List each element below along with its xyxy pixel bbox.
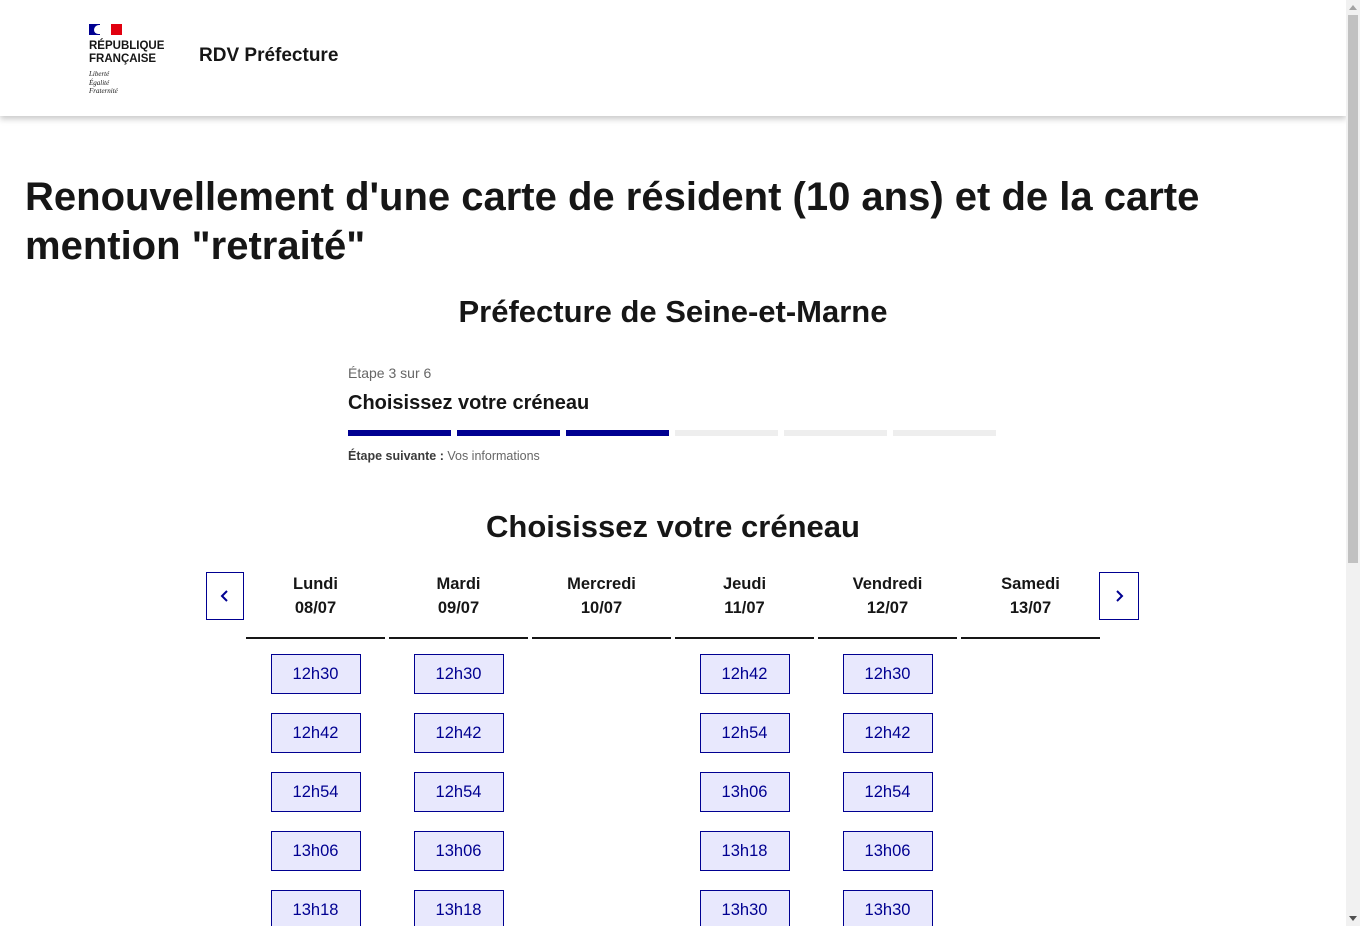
step-bar — [566, 430, 669, 436]
service-name-link[interactable]: RDV Préfecture — [199, 45, 339, 66]
day-date: 10/07 — [580, 599, 623, 617]
next-step — [348, 449, 998, 463]
time-slot-button[interactable]: 13h06 — [843, 831, 933, 871]
time-slot-button[interactable]: 13h30 — [700, 890, 790, 926]
day-name: Lundi — [293, 575, 338, 593]
day-header — [246, 572, 385, 639]
site-header — [0, 0, 1346, 116]
section-title: Choisissez votre créneau — [486, 509, 860, 544]
time-slot-button[interactable]: 12h30 — [271, 654, 361, 694]
marianne-icon — [94, 25, 107, 34]
next-step-value: Vos informations — [447, 449, 540, 463]
page-title: Renouvellement d'une carte de résident (10 ans) et de la carte mention "retraité" — [25, 175, 1200, 268]
time-slot-button[interactable]: 13h18 — [700, 831, 790, 871]
time-slot-button[interactable]: 12h42 — [414, 713, 504, 753]
scroll-down-arrow-icon[interactable] — [1349, 916, 1357, 921]
time-slot-button[interactable]: 12h54 — [700, 713, 790, 753]
step-title: Choisissez votre créneau — [348, 392, 590, 414]
next-week-button[interactable] — [1099, 572, 1139, 620]
previous-week-button[interactable] — [206, 572, 244, 620]
slot-list — [389, 639, 528, 926]
stepper — [348, 362, 998, 463]
step-bar — [675, 430, 778, 436]
day-header — [961, 572, 1100, 639]
slot-list — [675, 639, 814, 926]
day-header — [389, 572, 528, 639]
step-bar — [348, 430, 451, 436]
time-slot-button[interactable]: 13h18 — [414, 890, 504, 926]
time-slot-button[interactable]: 12h54 — [271, 772, 361, 812]
time-slot-button[interactable]: 13h30 — [843, 890, 933, 926]
day-date: 09/07 — [437, 599, 480, 617]
day-date: 13/07 — [1009, 599, 1052, 617]
time-slot-button[interactable]: 12h54 — [414, 772, 504, 812]
time-slot-button[interactable]: 12h54 — [843, 772, 933, 812]
time-slot-button[interactable]: 12h42 — [843, 713, 933, 753]
chevron-left-icon — [218, 589, 232, 603]
time-slot-button[interactable]: 12h42 — [700, 654, 790, 694]
slot-list — [961, 639, 1100, 654]
time-slot-button[interactable]: 12h30 — [843, 654, 933, 694]
vertical-scrollbar[interactable] — [1346, 0, 1360, 926]
time-slot-button[interactable]: 13h06 — [271, 831, 361, 871]
step-state: Étape 3 sur 6 — [348, 365, 432, 381]
day-date: 08/07 — [294, 599, 337, 617]
step-progress-bars — [348, 430, 998, 436]
republic-motto: Liberté Égalité Fraternité — [89, 70, 118, 95]
day-column — [818, 572, 957, 926]
time-slot-button[interactable]: 13h06 — [700, 772, 790, 812]
republique-francaise-logo[interactable] — [89, 24, 179, 96]
slot-list — [246, 639, 385, 926]
day-name: Mardi — [436, 575, 481, 593]
day-date: 11/07 — [724, 599, 765, 617]
republic-name: RÉPUBLIQUE FRANÇAISE — [89, 40, 165, 65]
slot-list — [818, 639, 957, 926]
day-name: Jeudi — [722, 575, 767, 593]
day-column — [246, 572, 385, 926]
step-bar — [893, 430, 996, 436]
chevron-right-icon — [1112, 589, 1126, 603]
time-slot-button[interactable]: 13h06 — [414, 831, 504, 871]
next-step-label: Étape suivante : — [348, 449, 444, 463]
day-column — [675, 572, 814, 926]
step-bar — [457, 430, 560, 436]
time-slot-button[interactable]: 13h18 — [271, 890, 361, 926]
day-column — [532, 572, 671, 926]
day-name: Mercredi — [567, 575, 636, 593]
french-flag-icon — [89, 24, 122, 35]
time-slot-button[interactable]: 12h42 — [271, 713, 361, 753]
time-slot-button[interactable]: 12h30 — [414, 654, 504, 694]
prefecture-title: Préfecture de Seine-et-Marne — [458, 294, 888, 329]
scrollbar-thumb[interactable] — [1348, 15, 1358, 563]
day-header — [818, 572, 957, 639]
day-header — [675, 572, 814, 639]
day-name: Vendredi — [852, 575, 923, 593]
step-bar — [784, 430, 887, 436]
day-name: Samedi — [1001, 575, 1060, 593]
calendar-days — [246, 572, 1100, 926]
day-column — [961, 572, 1100, 926]
slot-list — [532, 639, 671, 654]
day-header — [532, 572, 671, 639]
scroll-up-arrow-icon[interactable] — [1349, 5, 1357, 10]
day-column — [389, 572, 528, 926]
day-date: 12/07 — [866, 599, 909, 617]
